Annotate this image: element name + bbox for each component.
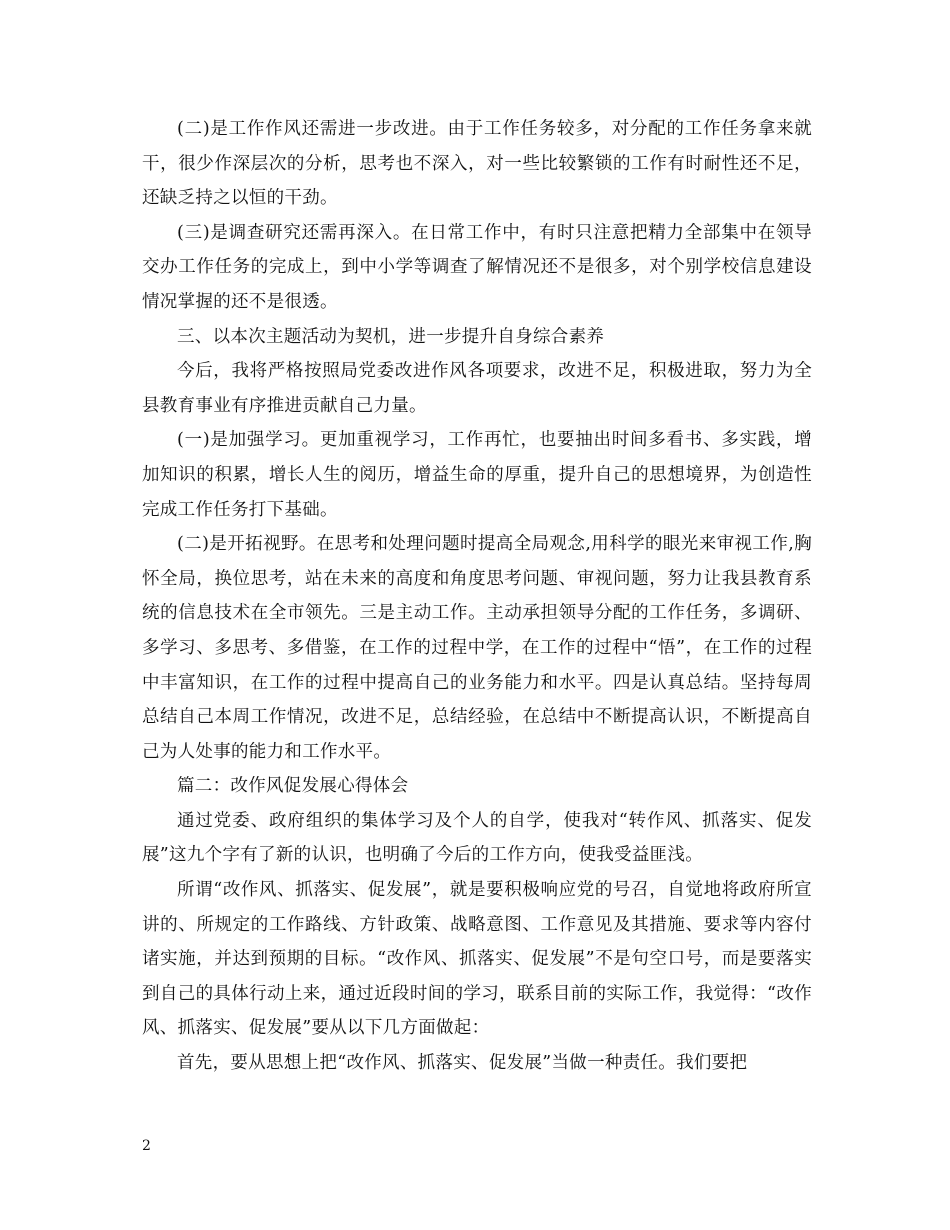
paragraph-first-point: 首先，要从思想上把“改作风、抓落实、促发展”当做一种责任。我们要把 (177, 1053, 748, 1074)
paragraph-collective-study: 通过党委、政府组织的集体学习及个人的自学，使我对“转作风、抓落实、促发展”这九个字有了新的认识，也明确了今后的工作方向，使我受益匪浅。 (142, 810, 812, 866)
article-two-title: 篇二：改作风促发展心得体会 (177, 776, 409, 797)
paragraph-broaden-vision: (二)是开拓视野。在思考和处理问题时提高全局观念,用科学的眼光来审视工作,胸怀全局，换位思考，站在未来的高度和角度思考问题、审视问题，努力让我县教育系统的信息技术在全市领先。三是主动工作。主动承担领导分配的工作任务，多调研、多学习、多思考、多借鉴，在工作的过程中学，在工作的过程中“悟”，在工作的过程中丰富知识，在工作的过程中提高自己的业务能力和水平。四是认真总结。坚持每周总结自己本周工作情况，改进不足，总结经验，在总结中不断提高认识，不断提高自己为人处事的能力和工作水平。 (142, 534, 812, 762)
paragraph-future-plan: 今后，我将严格按照局党委改进作风各项要求，改进不足，积极进取，努力为全县教育事业有序推进贡献自己力量。 (142, 361, 812, 416)
page-number: 2 (142, 1138, 151, 1154)
paragraph-strengthen-study: (一)是加强学习。更加重视学习，工作再忙，也要抽出时间多看书、多实践，增加知识的积累，增长人生的阅历，增益生命的厚重，提升自己的思想境界，为创造性完成工作任务打下基础。 (142, 430, 812, 520)
paragraph-work-style: (二)是工作作风还需进一步改进。由于工作任务较多，对分配的工作任务拿来就干，很少作深层次的分析，思考也不深入，对一些比较繁锁的工作有时耐性还不足，还缺乏持之以恒的干劲。 (142, 119, 812, 209)
paragraph-definition: 所谓“改作风、抓落实、促发展”，就是要积极响应党的号召，自觉地将政府所宣讲的、所规定的工作路线、方针政策、战略意图、工作意见及其措施、要求等内容付诸实施，并达到预期的目标。“改作风、抓落实、促发展”不是句空口号，而是要落实到自己的具体行动上来，通过近段时间的学习，联系目前的实际工作，我觉得：“改作风、抓落实、促发展”要从以下几方面做起： (142, 880, 812, 1039)
paragraph-research: (三)是调查研究还需再深入。在日常工作中，有时只注意把精力全部集中在领导交办工作任务的完成上，到中小学等调查了解情况还不是很多，对个别学校信息建设情况掌握的还不是很透。 (142, 222, 812, 312)
document-body (142, 112, 812, 1081)
section-heading-three: 三、以本次主题活动为契机，进一步提升自身综合素养 (177, 326, 605, 347)
